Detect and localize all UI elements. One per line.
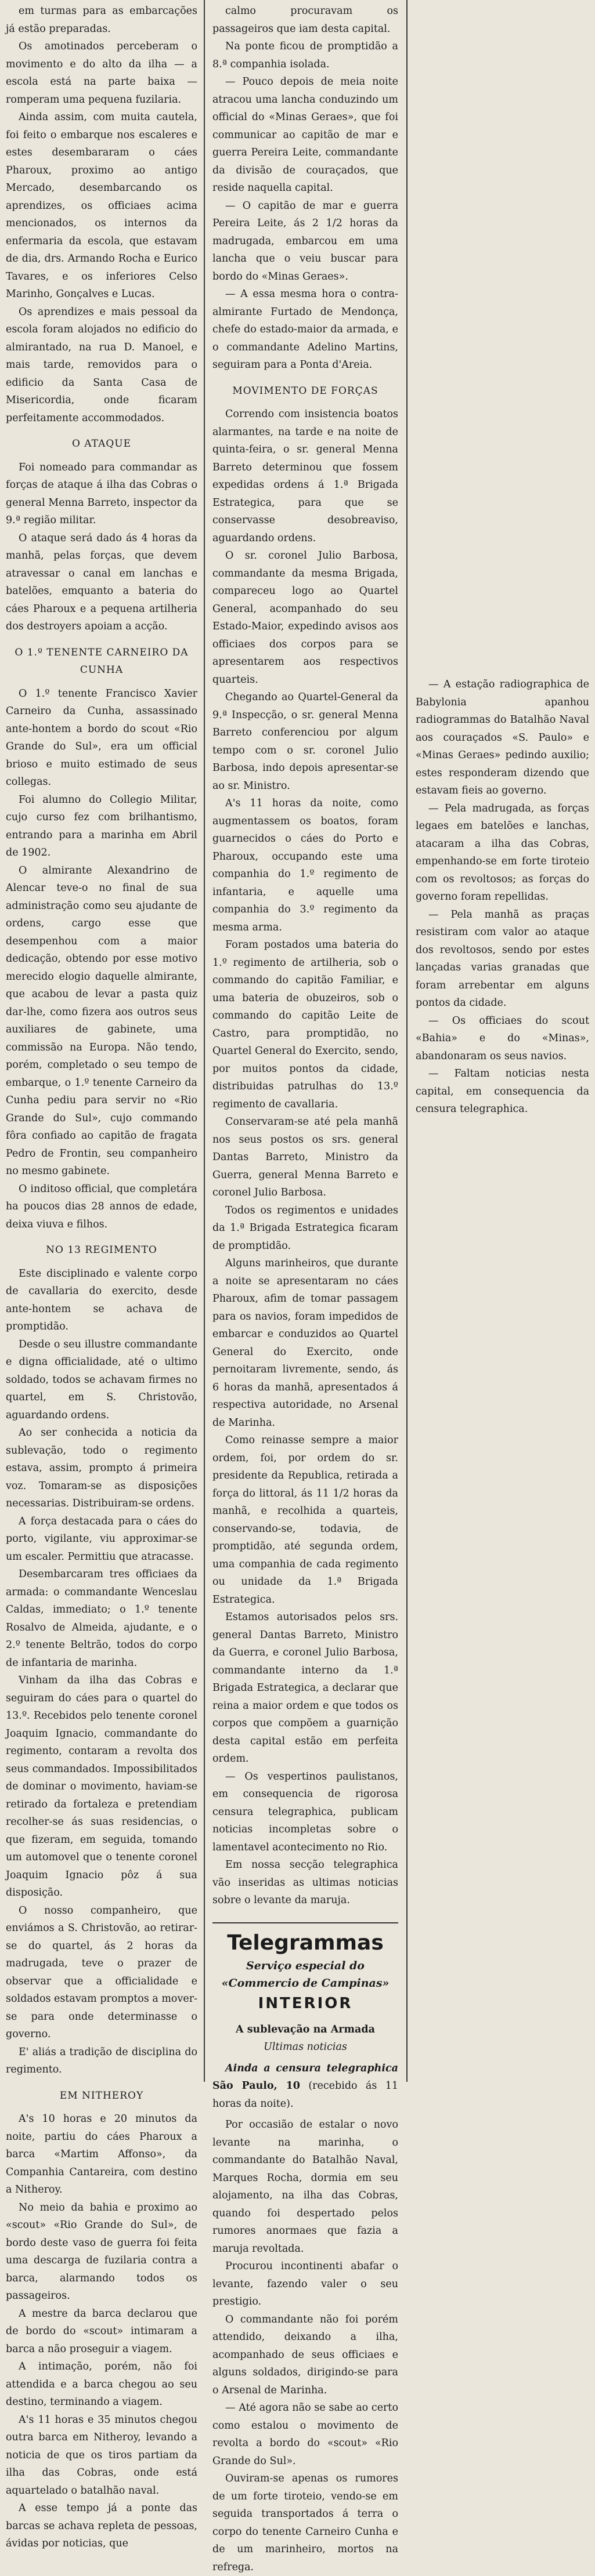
paragraph: Vinham da ilha das Cobras e seguiram do cáes para o quartel do 13.º. Recebidos pelo tenente coronel Joaquim Ignacio, commandante do regimento, contaram a revolta dos seus commandados. Impossibilitados de dominar o movimento, haviam-se retirado da fortaleza e pretendiam recolher-se ás suas residencias, o que fizeram, em seguida, tomando um automovel que o tenente coronel Joaquim Ignacio pôz á sua disposição. xyxy=(6,1672,197,1902)
telegrammas-section: INTERIOR xyxy=(212,1992,398,2015)
paragraph: A força destacada para o cáes do porto, vigilante, viu approximar-se um escaler. Permittiu que atracasse. xyxy=(6,1513,197,1566)
paragraph: Procurou incontinenti abafar o levante, fazendo valer o seu prestigio. xyxy=(212,2258,398,2311)
paragraph: Desde o seu illustre commandante e digna officialidade, até o ultimo soldado, todos se achavam firmes no quartel, em S. Christovão, aguardando ordens. xyxy=(6,1336,197,1425)
paragraph: — Os officiaes do scout «Bahia» e do «Minas», abandonaram os seus navios. xyxy=(416,1012,589,1066)
paragraph: A's 11 horas e 35 minutos chegou outra barca em Nitheroy, levando a noticia de que os tiros partiam da ilha das Cobras, onde está aquartelado o batalhão naval. xyxy=(6,2411,197,2500)
paragraph: Como reinasse sempre a maior ordem, foi, por ordem do sr. presidente da Republica, retirada a força do littoral, ás 11 1/2 horas da manhã, e recolhida a quarteis, conservando-se, todavia, de promptidão, até segunda ordem, uma companhia de cada regimento ou unidade da 1.ª Brigada Estrategica. xyxy=(212,1432,398,1608)
paragraph: Ouviram-se apenas os rumores de um forte tiroteio, vendo-se em seguida transportados á terra o corpo do tenente Carneiro Cunha e de um marinheiro, mortos na refrega. xyxy=(212,2470,398,2576)
paragraph: A's 10 horas e 20 minutos da noite, partiu do cáes Pharoux a barca «Martim Affonso», da Companhia Cantareira, com destino a Nitheroy. xyxy=(6,2110,197,2199)
paragraph: — A estação radiographica de Babylonia apanhou radiogrammas do Batalhão Naval aos couraçados «S. Paulo» e «Minas Geraes» pedindo auxilio; estes responderam dizendo que estavam fieis ao governo. xyxy=(416,676,589,800)
column-divider xyxy=(406,0,408,2082)
telegrammas-subheadline: Ultimas noticias xyxy=(212,2038,398,2056)
paragraph: No meio da bahia e proximo ao «scout» «Rio Grande do Sul», de bordo deste vaso de guerra foi feita uma descarga de fuzilaria contra a barca, alarmando todos os passageiros. xyxy=(6,2199,197,2305)
dateline-lead: Ainda a censura telegraphica xyxy=(225,2063,398,2074)
section-heading-tenente: O 1.º TENENTE CARNEIRO DA CUNHA xyxy=(6,644,197,679)
telegrammas-block xyxy=(212,1922,398,2576)
paragraph: — O capitão de mar e guerra Pereira Leite, ás 2 1/2 horas da madrugada, embarcou em uma lancha que o veiu buscar para bordo do «Minas Geraes». xyxy=(212,197,398,286)
paragraph: Ainda assim, com muita cautela, foi feito o embarque nos escaleres e estes desembararam o cáes Pharoux, proximo ao antigo Mercado, desembarcando os aprendizes, os officiaes acima mencionados, os internos da enfermaria da escola, que estavam de dia, drs. Armando Rocha e Eurico Tavares, e os inferiores Celso Marinho, Gonçalves e Lucas. xyxy=(6,108,197,303)
paragraph: O almirante Alexandrino de Alencar teve-o no final de sua administração como seu ajudante de ordens, cargo esse que desempenhou com a maior dedicação, obtendo por esse motivo merecido elogio daquelle almirante, que acabou de levar a pasta quiz dar-lhe, como fizera aos outros seus auxiliares de gabinete, uma commissão na Europa. Não tendo, porém, completado o seu tempo de embarque, o 1.º tenente Carneiro da Cunha pediu para servir no «Rio Grande do Sul», cujo commando fôra confiado ao capitão de fragata Pedro de Frontin, seu companheiro no mesmo gabinete. xyxy=(6,862,197,1180)
paragraph: A mestre da barca declarou que de bordo do «scout» intimaram a barca a não proseguir a viagem. xyxy=(6,2305,197,2358)
telegrammas-title: Telegrammas xyxy=(212,1929,398,1957)
paragraph: Os amotinados perceberam o movimento e do alto da ilha — a escola está na parte baixa — romperam uma pequena fuzilaria. xyxy=(6,38,197,108)
paragraph: — Pela manhã as praças resistiram com valor ao ataque dos revoltosos, sendo por estes lançadas varias granadas que foram arrebentar em alguns pontos da cidade. xyxy=(416,906,589,1012)
column-right xyxy=(410,0,595,2082)
paragraph: Foram postados uma bateria do 1.º regimento de artilheria, sob o commando do capitão Familiar, e uma bateria de obuzeiros, sob o commando do capitão Leite de Castro, para promptidão, no Quartel General do Exercito, sendo, por muitos pontos da cidade, distribuidas patrulhas do 13.º regimento de cavallaria. xyxy=(212,936,398,1113)
paragraph: O nosso companheiro, que enviámos a S. Christovão, ao retirar-se do quartel, ás 2 horas da madrugada, teve o prazer de observar que a officialidade e soldados estavam promptos a mover-se para onde determinasse o governo. xyxy=(6,1902,197,2044)
paragraph: A esse tempo já a ponte das barcas se achava repleta de pessoas, ávidas por noticias, que xyxy=(6,2499,197,2553)
dateline-city: São Paulo, 10 xyxy=(212,2080,300,2092)
paragraph: A's 11 horas da noite, como augmentassem os boatos, foram guarnecidos o cáes do Porto e Pharoux, occupando este uma companhia do 1.º regimento de infantaria, e aquelle uma companhia do 3.º regimento da mesma arma. xyxy=(212,795,398,936)
paragraph: — Pouco depois de meia noite atracou uma lancha conduzindo um official do «Minas Geraes», que foi communicar ao capitão de mar e guerra Pereira Leite, commandante da divisão de couraçados, que reside naquella capital. xyxy=(212,73,398,197)
paragraph: calmo procuravam os passageiros que iam desta capital. xyxy=(212,2,398,38)
paragraph: Por occasião de estalar o novo levante na marinha, o commandante do Batalhão Naval, Marques Rocha, dormia em seu alojamento, na ilha das Cobras, quando foi despertado pelos rumores anormaes que fazia a maruja revoltada. xyxy=(212,2116,398,2258)
paragraph: — Pela madrugada, as forças legaes em batelões e lanchas, atacaram a ilha das Cobras, empenhando-se em forte tiroteio com os revoltosos; as forças do governo foram repellidas. xyxy=(416,800,589,906)
telegrammas-headline: A sublevação na Armada xyxy=(212,2021,398,2039)
paragraph: Foi nomeado para commandar as forças de ataque á ilha das Cobras o general Menna Barreto, inspector da 9.ª região militar. xyxy=(6,459,197,530)
section-heading-ataque: O ATAQUE xyxy=(6,435,197,453)
paragraph: Na ponte ficou de promptidão a 8.ª companhia isolada. xyxy=(212,38,398,73)
column-left xyxy=(0,0,203,2082)
paragraph: O inditoso official, que completára ha poucos dias 28 annos de edade, deixa viuva e filhos. xyxy=(6,1180,197,1234)
section-heading-nitheroy: EM NITHEROY xyxy=(6,2087,197,2105)
paragraph: Estamos autorisados pelos srs. general Dantas Barreto, Ministro da Guerra, e coronel Julio Barbosa, commandante interno da 1.ª Brigada Estrategica, a declarar que reina a maior ordem e que todos os corpos que compõem a guarnição desta capital estão em perfeita ordem. xyxy=(212,1608,398,1768)
paragraph: Chegando ao Quartel-General da 9.ª Inspecção, o sr. general Menna Barreto conferenciou por algum tempo com o sr. coronel Julio Barbosa, indo depois apresentar-se ao sr. Ministro. xyxy=(212,689,398,795)
paragraph: Conservaram-se até pela manhã nos seus postos os srs. general Dantas Barreto, Ministro da Guerra, general Menna Barreto e coronel Julio Barbosa. xyxy=(212,1113,398,1202)
dateline-received: (recebido ás 11 horas da noite). xyxy=(212,2080,398,2110)
paragraph: O 1.º tenente Francisco Xavier Carneiro da Cunha, assassinado ante-hontem a bordo do scout «Rio Grande do Sul», era um official brioso e muito estimado de seus collegas. xyxy=(6,685,197,791)
paragraph: Ao ser conhecida a noticia da sublevação, todo o regimento estava, assim, prompto á primeira voz. Tomaram-se as disposições necessarias. Distribuiram-se ordens. xyxy=(6,1424,197,1513)
section-heading-regimento: NO 13 REGIMENTO xyxy=(6,1241,197,1259)
column-middle xyxy=(207,0,404,2082)
paragraph: Todos os regimentos e unidades da 1.ª Brigada Estrategica ficaram de promptidão. xyxy=(212,1202,398,1255)
paragraph: Este disciplinado e valente corpo de cavallaria do exercito, desde ante-hontem se achava de promptidão. xyxy=(6,1265,197,1336)
paragraph: — Até agora não se sabe ao certo como estalou o movimento de revolta a bordo do «scout» «Rio Grande do Sul». xyxy=(212,2399,398,2470)
paragraph: A intimação, porém, não foi attendida e a barca chegou ao seu destino, terminando a viagem. xyxy=(6,2358,197,2411)
dateline xyxy=(212,2060,398,2113)
paragraph: — A essa mesma hora o contra-almirante Furtado de Mendonça, chefe do estado-maior da armada, e o commandante Adelino Martins, seguiram para a Ponta d'Areia. xyxy=(212,285,398,374)
paragraph: Em nossa secção telegraphica vão inseridas as ultimas noticias sobre o levante da maruja. xyxy=(212,1856,398,1910)
paragraph: Foi alumno do Collegio Militar, cujo curso fez com brilhantismo, entrando para a marinha em Abril de 1902. xyxy=(6,791,197,862)
paragraph: Desembarcaram tres officiaes da armada: o commandante Wenceslau Caldas, immediato; o 1.º tenente Rosalvo de Almeida, ajudante, e o 2.º tenente Beltrão, todos do corpo de infantaria de marinha. xyxy=(6,1566,197,1672)
paragraph: — Os vespertinos paulistanos, em consequencia de rigorosa censura telegraphica, publicam noticias incompletas sobre o lamentavel acontecimento no Rio. xyxy=(212,1768,398,1857)
telegrammas-service: Serviço especial do xyxy=(212,1957,398,1974)
paragraph: O ataque será dado ás 4 horas da manhã, pelas forças, que devem atravessar o canal em lanchas e batelões, emquanto a bateria do cáes Pharoux e a pequena artilheria dos destroyers apoiam a acção. xyxy=(6,530,197,636)
paragraph: — Faltam noticias nesta capital, em consequencia da censura telegraphica. xyxy=(416,1065,589,1118)
paragraph: Alguns marinheiros, que durante a noite se apresentaram no cáes Pharoux, afim de tomar passagem para os navios, foram impedidos de embarcar e conduzidos ao Quartel General do Exercito, onde pernoitaram livremente, sendo, ás 6 horas da manhã, apresentados á respectiva autoridade, no Arsenal de Marinha. xyxy=(212,1255,398,1432)
paragraph: E' aliás a tradição de disciplina do regimento. xyxy=(6,2044,197,2079)
section-heading-movimento: MOVIMENTO DE FORÇAS xyxy=(212,382,398,400)
paragraph: em turmas para as embarcações já estão preparadas. xyxy=(6,2,197,38)
paragraph: Os aprendizes e mais pessoal da escola foram alojados no edificio do almirantado, na rua D. Manoel, e mais tarde, removidos para o edificio da Santa Casa de Misericordia, onde ficaram perfeitamente accommodados. xyxy=(6,303,197,427)
paragraph: Correndo com insistencia boatos alarmantes, na tarde e na noite de quinta-feira, o sr. general Menna Barreto determinou que fossem expedidas ordens á 1.ª Brigada Estrategica, para que se conservasse desobreaviso, aguardando ordens. xyxy=(212,405,398,547)
telegrammas-source: «Commercio de Campinas» xyxy=(212,1974,398,1992)
paragraph: O commandante não foi porém attendido, deixando a ilha, acompanhado de seus officiaes e alguns soldados, dirigindo-se para o Arsenal de Marinha. xyxy=(212,2311,398,2400)
column-divider xyxy=(204,0,205,2082)
paragraph: O sr. coronel Julio Barbosa, commandante da mesma Brigada, compareceu logo ao Quartel General, acompanhado do seu Estado-Maior, expedindo avisos aos officiaes dos corpos para se apresentarem aos respectivos quarteis. xyxy=(212,547,398,689)
